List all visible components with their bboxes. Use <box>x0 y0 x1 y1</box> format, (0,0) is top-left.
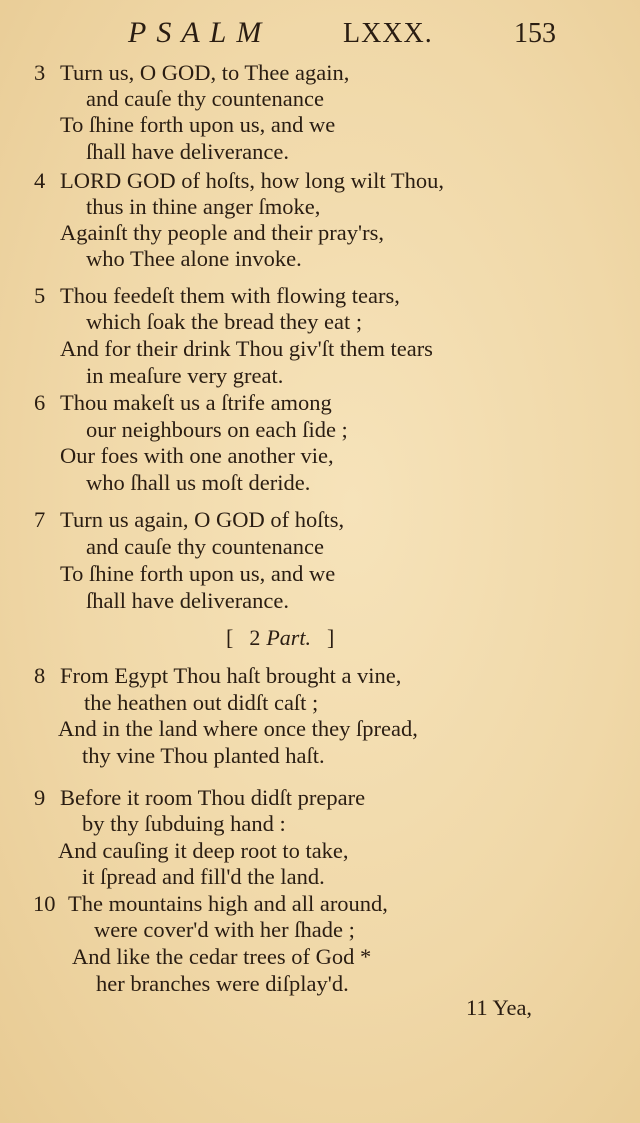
verse-line: And like the cedar trees of God * <box>72 944 372 969</box>
part-heading-word: Part. <box>266 625 311 650</box>
verse-number: 9 <box>34 785 46 810</box>
verse-line: Thou feedeſt them with flowing tears, <box>60 283 400 308</box>
verse-line: And in the land where once they ſpread, <box>58 716 418 741</box>
verse-line: were cover'd with her ſhade ; <box>94 917 355 942</box>
verse-line: Our foes with one another vie, <box>60 443 334 468</box>
verse-line: her branches were diſplay'd. <box>96 971 349 996</box>
psalm-number: LXXX. <box>343 18 433 49</box>
verse-line: which ſoak the bread they eat ; <box>86 309 363 334</box>
page-number: 153 <box>514 18 556 49</box>
running-title: PSALM <box>128 16 272 49</box>
verse-number: 5 <box>34 283 46 308</box>
verse-number: 3 <box>34 60 46 85</box>
verse-line: Thou makeſt us a ſtrife among <box>60 390 332 415</box>
page-header <box>0 16 640 56</box>
verse-line: in meaſure very great. <box>86 363 284 388</box>
verse-number: 8 <box>34 663 46 688</box>
verse-number: 10 <box>33 891 56 916</box>
verse-line: The mountains high and all around, <box>68 891 388 916</box>
verse-line: our neighbours on each ſide ; <box>86 417 348 442</box>
verse-line: To ſhine forth upon us, and we <box>60 561 336 586</box>
verse-line: Turn us, O GOD, to Thee again, <box>60 60 350 85</box>
part-heading-close-bracket: ] <box>326 625 335 650</box>
part-heading <box>226 625 334 651</box>
verse-line: who ſhall us moſt deride. <box>86 470 311 495</box>
verse-line: And for their drink Thou giv'ſt them tears <box>60 336 433 361</box>
verse-line: ſhall have deliverance. <box>86 139 290 164</box>
verse-line: To ſhine forth upon us, and we <box>60 112 336 137</box>
verse-line: it ſpread and fill'd the land. <box>82 864 325 889</box>
verse-line: thus in thine anger ſmoke, <box>86 194 321 219</box>
part-heading-open-bracket: [ <box>226 625 234 650</box>
verse-line: Before it room Thou didſt prepare <box>60 785 366 810</box>
verse-line: Againſt thy people and their pray'rs, <box>60 220 384 245</box>
verse-number: 4 <box>34 168 46 193</box>
catchword: 11 Yea, <box>466 995 533 1020</box>
verse-number: 6 <box>34 390 46 415</box>
verse-line: Turn us again, O GOD of hoſts, <box>60 507 345 532</box>
verse-line: who Thee alone invoke. <box>86 246 302 271</box>
verse-line: ſhall have deliverance. <box>86 588 290 613</box>
verse-number: 7 <box>34 507 46 532</box>
verse-line: by thy ſubduing hand : <box>82 811 286 836</box>
verse-line: From Egypt Thou haſt brought a vine, <box>60 663 402 688</box>
verse-line: thy vine Thou planted haſt. <box>82 743 325 768</box>
verse-line: the heathen out didſt caſt ; <box>84 690 319 715</box>
verse-line: LORD GOD of hoſts, how long wilt Thou, <box>60 168 444 193</box>
verse-line: and cauſe thy countenance <box>86 534 325 559</box>
part-heading-number: 2 <box>249 625 261 650</box>
verse-line: and cauſe thy countenance <box>86 86 325 111</box>
verse-line: And cauſing it deep root to take, <box>58 838 349 863</box>
